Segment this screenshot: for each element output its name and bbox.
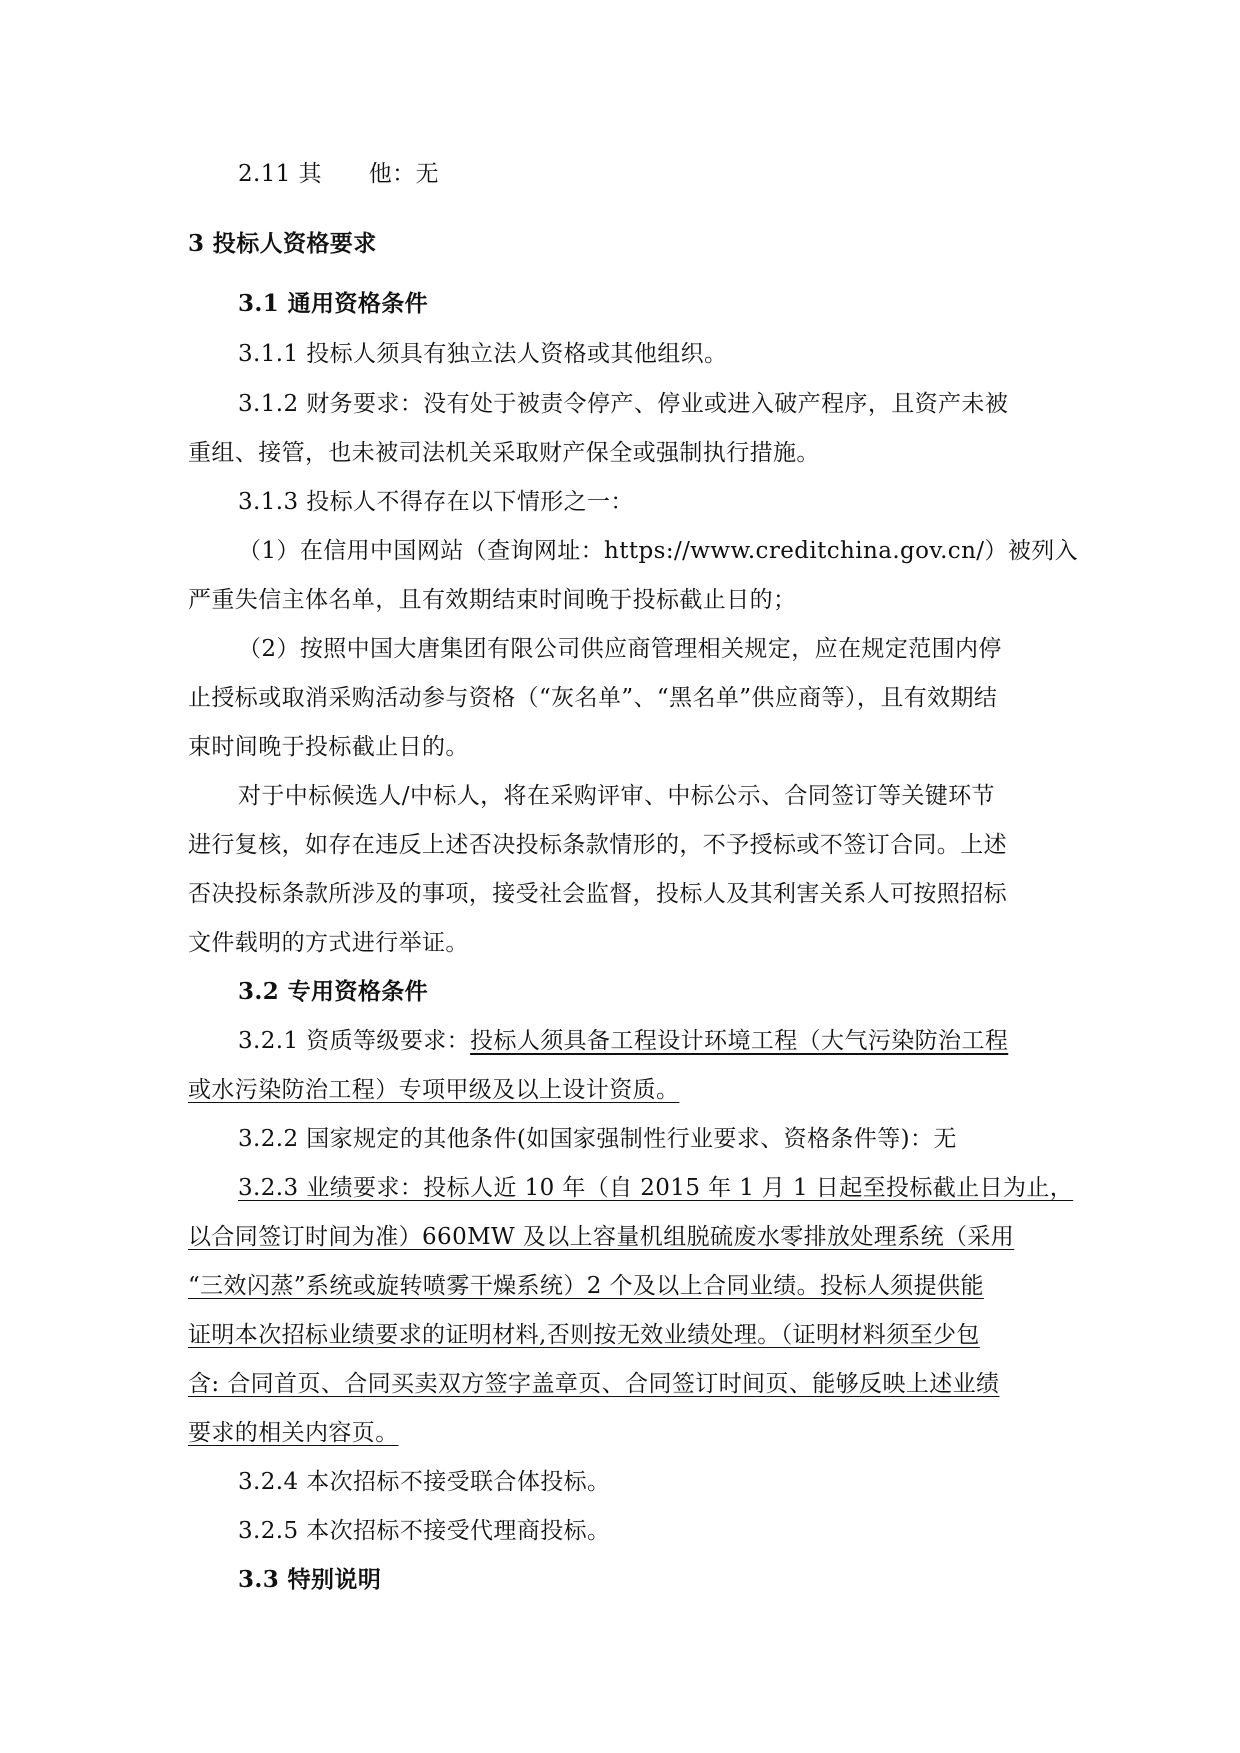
underlined-text: “三效闪蒸”系统或旋转喷雾干燥系统）2 个及以上合同业绩。投标人须提供能 [188,1273,984,1299]
line-text: 否决投标条款所涉及的事项，接受社会监督，投标人及其利害关系人可按照招标 [188,881,1007,907]
item-3-2-3-line6 [188,1417,1240,1449]
clause-1-line2 [188,584,1240,616]
clause-2-line2 [188,682,1240,714]
item-3-2-3-line5 [188,1368,1240,1400]
item-3-2-5 [238,1515,1240,1547]
heading-text: 3 投标人资格要求 [188,230,377,257]
underlined-text: 投标人须具备工程设计环境工程（大气污染防治工程 [470,1028,1009,1054]
line-text: 3.2.1 资质等级要求： [238,1028,471,1054]
line-text: 束时间晚于投标截止日的。 [188,734,469,760]
item-3-1-2-line1 [238,388,1240,420]
underlined-text: 以合同签订时间为准）660MW 及以上容量机组脱硫废水零排放处理系统（采用 [188,1224,1015,1250]
item-3-2-1-line1 [238,1025,1240,1057]
underlined-text: 证明本次招标业绩要求的证明材料,否则按无效业绩处理。（证明材料须至少包 [188,1322,980,1348]
item-3-2-3-line4 [188,1319,1240,1351]
item-3-2-3-line2 [188,1221,1240,1253]
item-2-11-other [238,158,1240,190]
item-3-2-1-line2 [188,1074,1240,1106]
line-text: 止授标或取消采购活动参与资格（“灰名单”、“黑名单”供应商等），且有效期结 [188,685,998,711]
underlined-text: 含: 合同首页、合同买卖双方签字盖章页、合同签订时间页、能够反映上述业绩 [188,1371,1000,1397]
item-3-2-3-line1 [238,1172,1240,1204]
line-text: 3.1.3 投标人不得存在以下情形之一： [238,489,634,515]
line-text: （2）按照中国大唐集团有限公司供应商管理相关规定，应在规定范围内停 [238,636,1002,662]
line-text: 2.11 其 他：无 [238,161,439,187]
line-text: 对于中标候选人/中标人，将在采购评审、中标公示、合同签订等关键环节 [238,783,995,809]
item-3-1-3 [238,486,1240,518]
line-text: 3.2.5 本次招标不接受代理商投标。 [238,1518,611,1544]
item-3-1-1 [238,338,1240,370]
underlined-text: 或水污染防治工程）专项甲级及以上设计资质。 [188,1077,680,1103]
line-text: 严重失信主体名单，且有效期结束时间晚于投标截止日的； [188,587,797,613]
underlined-text: 要求的相关内容页。 [188,1420,399,1446]
line-text: 文件载明的方式进行举证。 [188,930,469,956]
review-para-line1 [238,780,1240,812]
clause-2-line1 [238,633,1240,665]
heading-text: 3.3 特别说明 [238,1566,382,1593]
line-text: 进行复核，如存在违反上述否决投标条款情形的，不予授标或不签订合同。上述 [188,832,1007,858]
underlined-text: 3.2.3 业绩要求：投标人近 10 年（自 2015 年 1 月 1 日起至投标截止日为止， [238,1175,1074,1201]
line-text: 3.2.2 国家规定的其他条件(如国家强制性行业要求、资格条件等)：无 [238,1126,957,1152]
heading-text: 3.1 通用资格条件 [238,290,429,317]
item-3-2-3-line3 [188,1270,1240,1302]
line-text: （1）在信用中国网站（查询网址：https://www.creditchina.gov.cn/）被列入 [238,538,1079,564]
heading-text: 3.2 专用资格条件 [238,978,429,1005]
review-para-line2 [188,829,1240,861]
section-3-2-heading [238,976,1240,1008]
item-3-1-2-line2 [188,437,1240,469]
clause-2-line3 [188,731,1240,763]
line-text: 3.1.2 财务要求：没有处于被责令停产、停业或进入破产程序，且资产未被 [238,391,1009,417]
section-3-heading [188,228,1240,260]
section-3-3-heading [238,1564,1240,1596]
review-para-line4 [188,927,1240,959]
line-text: 重组、接管，也未被司法机关采取财产保全或强制执行措施。 [188,440,820,466]
review-para-line3 [188,878,1240,910]
item-3-2-4 [238,1466,1240,1498]
item-3-2-2 [238,1123,1240,1155]
clause-1-line1 [238,535,1240,567]
section-3-1-heading [238,288,1240,320]
line-text: 3.2.4 本次招标不接受联合体投标。 [238,1469,611,1495]
line-text: 3.1.1 投标人须具有独立法人资格或其他组织。 [238,341,728,367]
